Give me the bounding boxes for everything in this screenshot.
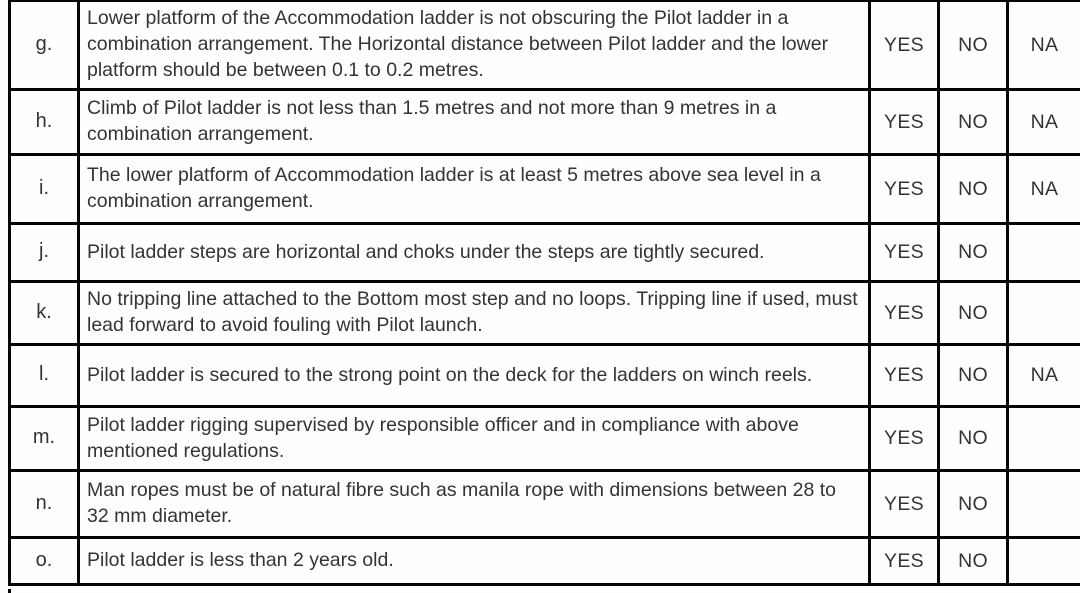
row-letter-cell: n. [10,471,79,538]
checklist-table-body [10,1,1080,585]
checklist-row [10,345,1080,407]
no-option-cell: NO [939,1,1008,90]
yes-option-cell: YES [870,471,939,538]
yes-option-cell: YES [870,90,939,155]
na-option-cell [1008,282,1080,345]
row-description-cell: The lower platform of Accommodation ladder is at least 5 metres above sea level in a combination arrangement. [79,155,870,224]
row-letter-cell: i. [10,155,79,224]
yes-option-cell: YES [870,224,939,282]
yes-option-cell: YES [870,538,939,585]
yes-option-cell: YES [870,345,939,407]
na-option-cell: NA [1008,155,1080,224]
no-option-cell: NO [939,224,1008,282]
checklist-row [10,407,1080,471]
yes-option-cell: YES [870,407,939,471]
na-option-cell: NA [1008,90,1080,155]
no-option-cell: NO [939,471,1008,538]
na-option-cell [1008,407,1080,471]
no-option-cell: NO [939,538,1008,585]
na-option-cell [1008,538,1080,585]
checklist-table [8,0,1080,586]
row-description-cell: Pilot ladder rigging supervised by responsible officer and in compliance with above mentioned regulations. [79,407,870,471]
checklist-row [10,1,1080,90]
checklist-row [10,538,1080,585]
row-letter-cell: k. [10,282,79,345]
row-description-cell: Climb of Pilot ladder is not less than 1.5 metres and not more than 9 metres in a combination arrangement. [79,90,870,155]
no-option-cell: NO [939,90,1008,155]
no-option-cell: NO [939,407,1008,471]
row-letter-cell: m. [10,407,79,471]
na-option-cell [1008,471,1080,538]
next-row-cutoff [8,589,1080,593]
checklist-row [10,224,1080,282]
checklist-row [10,90,1080,155]
checklist-row [10,155,1080,224]
row-description-cell: Pilot ladder is less than 2 years old. [79,538,870,585]
yes-option-cell: YES [870,155,939,224]
row-description-cell: Pilot ladder is secured to the strong point on the deck for the ladders on winch reels. [79,345,870,407]
no-option-cell: NO [939,345,1008,407]
row-letter-cell: o. [10,538,79,585]
checklist-row [10,282,1080,345]
na-option-cell: NA [1008,1,1080,90]
no-option-cell: NO [939,282,1008,345]
yes-option-cell: YES [870,1,939,90]
row-letter-cell: j. [10,224,79,282]
checklist-row [10,471,1080,538]
na-option-cell [1008,224,1080,282]
na-option-cell: NA [1008,345,1080,407]
row-letter-cell: h. [10,90,79,155]
no-option-cell: NO [939,155,1008,224]
row-description-cell: Pilot ladder steps are horizontal and choks under the steps are tightly secured. [79,224,870,282]
row-description-cell: Man ropes must be of natural fibre such as manila rope with dimensions between 28 to 32 mm diameter. [79,471,870,538]
row-letter-cell: l. [10,345,79,407]
row-letter-cell: g. [10,1,79,90]
yes-option-cell: YES [870,282,939,345]
row-description-cell: Lower platform of the Accommodation ladder is not obscuring the Pilot ladder in a combination arrangement. The Horizontal distance between Pilot ladder and the lower platform should be between 0.1 to 0.2 metres. [79,1,870,90]
row-description-cell: No tripping line attached to the Bottom most step and no loops. Tripping line if used, must lead forward to avoid fouling with Pilot launch. [79,282,870,345]
